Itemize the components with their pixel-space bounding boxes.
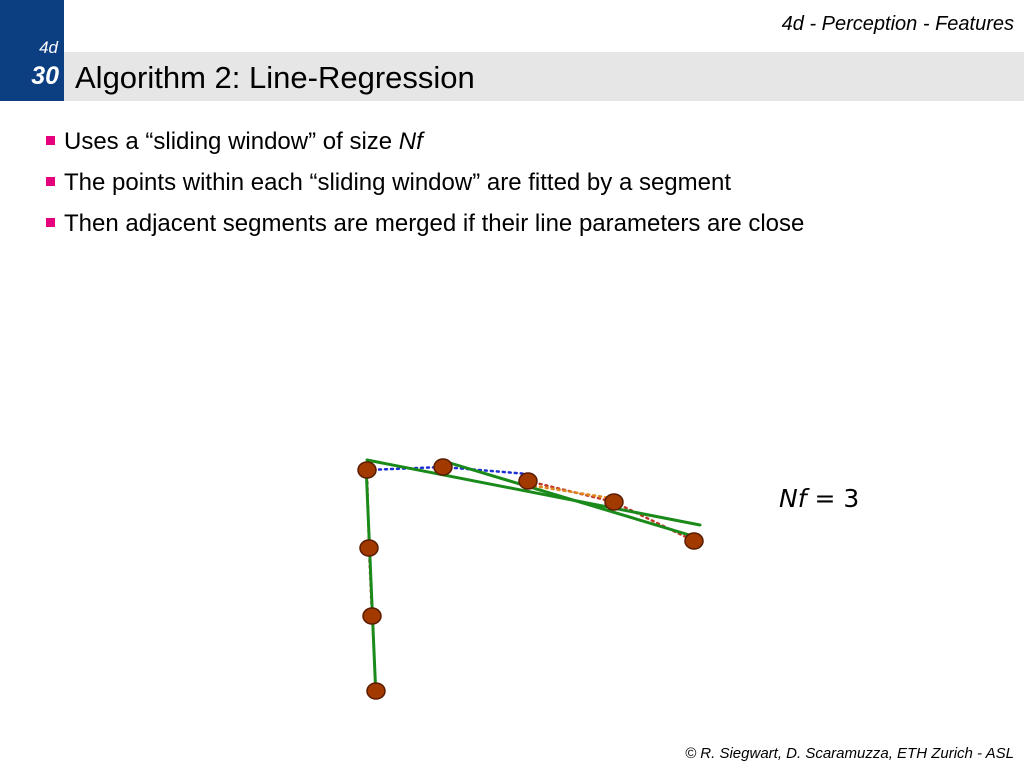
window-size-label bbox=[779, 484, 859, 513]
fitted-segment bbox=[366, 465, 376, 698]
nf-value: = 3 bbox=[806, 484, 860, 513]
bullet-text-2: The points within each “sliding window” are fitted by a segment bbox=[64, 169, 732, 196]
slide-number: 30 bbox=[31, 62, 59, 90]
data-point bbox=[358, 462, 376, 478]
copyright-footer: © R. Siegwart, D. Scaramuzza, ETH Zurich - ASL bbox=[685, 745, 1014, 762]
fitted-segment bbox=[367, 460, 700, 525]
fitted-segment bbox=[450, 463, 696, 537]
slide-title: Algorithm 2: Line-Regression bbox=[75, 60, 475, 95]
bullet-text-1: Uses a “sliding window” of size bbox=[64, 128, 399, 155]
data-point bbox=[434, 459, 452, 475]
bullet-emphasis-nf: Nf bbox=[398, 128, 423, 155]
nf-variable: Nf bbox=[779, 484, 807, 513]
data-point bbox=[605, 494, 623, 510]
data-point bbox=[519, 473, 537, 489]
section-number: 4d bbox=[39, 38, 58, 57]
data-point bbox=[360, 540, 378, 556]
bullet-text-3: Then adjacent segments are merged if their line parameters are close bbox=[64, 210, 805, 237]
section-header: 4d - Perception - Features bbox=[781, 13, 1014, 35]
data-point bbox=[367, 683, 385, 699]
data-point bbox=[363, 608, 381, 624]
data-point bbox=[685, 533, 703, 549]
